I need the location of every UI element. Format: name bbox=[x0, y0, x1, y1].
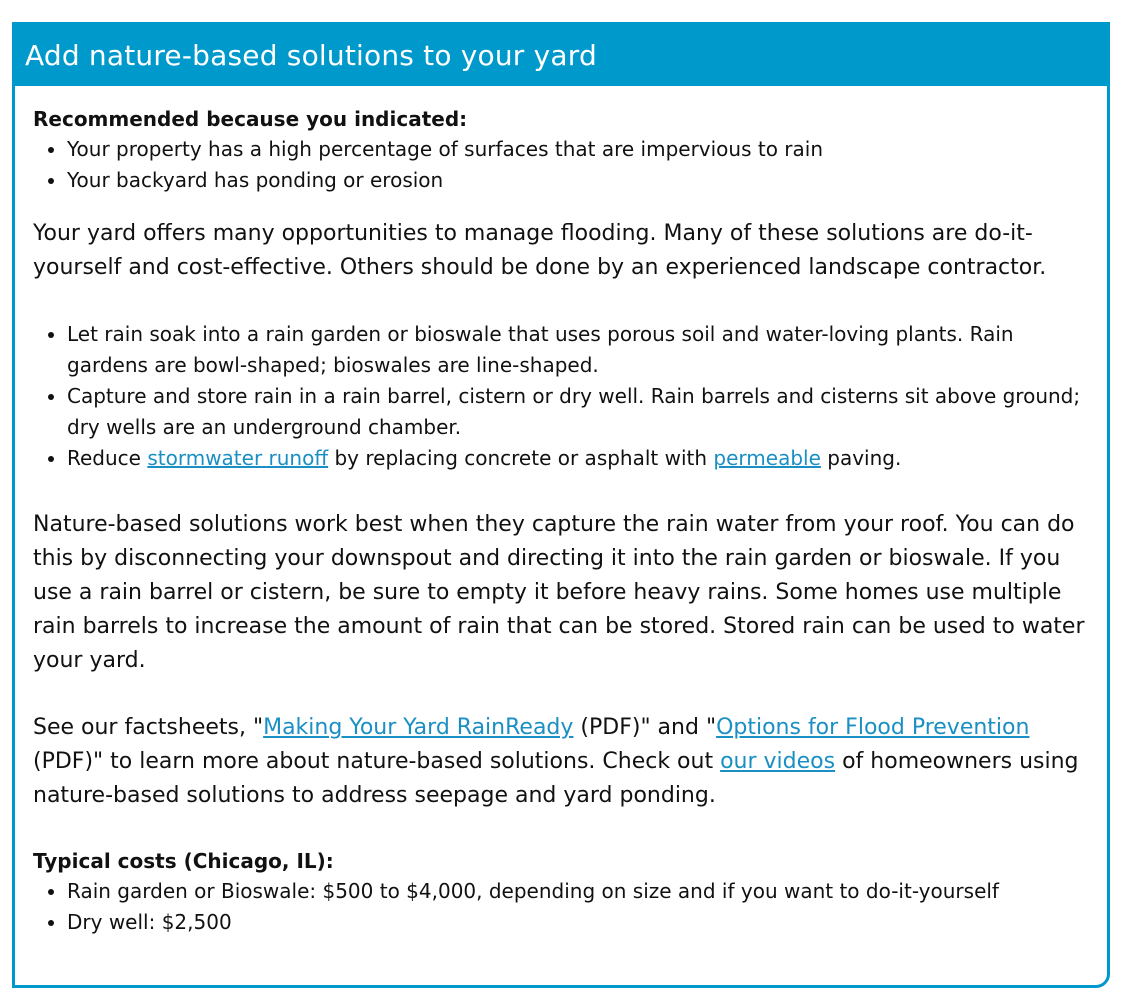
list-item: • Your property has a high percentage of surfaces that are impervious to rain bbox=[67, 134, 1093, 165]
solution-card bbox=[12, 22, 1110, 988]
card-header bbox=[15, 25, 1107, 86]
card-body bbox=[15, 86, 1107, 938]
text-span: paving. bbox=[820, 446, 902, 470]
permeable-link[interactable]: permeable bbox=[713, 446, 821, 470]
list-item: • Your backyard has ponding or erosion bbox=[67, 165, 1093, 196]
solution-item-rain-barrel: • Capture and store rain in a rain barrel, cistern or dry well. Rain barrels and cisterns sit above ground; dry wells are an underground chamber. bbox=[67, 381, 1093, 443]
text-span: Reduce bbox=[67, 446, 148, 470]
recommended-heading: Recommended because you indicated: bbox=[33, 107, 468, 131]
intro-paragraph: Your yard offers many opportunities to manage flooding. Many of these solutions are do-it-yourself and cost-effective. Others should be done by an experienced landscape contractor. bbox=[33, 221, 1047, 280]
roof-water-paragraph: Nature-based solutions work best when they capture the rain water from your roof. You can do this by disconnecting your downspout and directing it into the rain garden or bioswale. If you use a rain barrel or cistern, be sure to empty it before heavy rains. Some homes use multiple rain barrels to increase the amount of rain that can be stored. Stored rain can be used to water your yard. bbox=[33, 512, 1085, 673]
text-span: by replacing concrete or asphalt with bbox=[328, 446, 714, 470]
stormwater-runoff-link[interactable]: stormwater runoff bbox=[147, 446, 329, 470]
solutions-list bbox=[33, 319, 1093, 474]
factsheets-paragraph bbox=[33, 711, 1093, 813]
making-yard-rainready-link[interactable]: Making Your Yard RainReady bbox=[263, 715, 574, 740]
card-title: Add nature-based solutions to your yard bbox=[25, 39, 597, 72]
our-videos-link[interactable]: our videos bbox=[720, 749, 836, 774]
solution-item-paving bbox=[67, 443, 1093, 474]
costs-heading: Typical costs (Chicago, IL): bbox=[33, 849, 334, 873]
recommended-list bbox=[33, 134, 1093, 196]
solution-item-rain-garden: • Let rain soak into a rain garden or bioswale that uses porous soil and water-loving plants. Rain gardens are bowl-shaped; bioswales are line-shaped. bbox=[67, 319, 1093, 381]
text-span: (PDF)" and " bbox=[573, 715, 717, 740]
costs-list bbox=[33, 876, 1093, 938]
list-item: • Rain garden or Bioswale: $500 to $4,000, depending on size and if you want to do-it-yourself bbox=[67, 876, 1093, 907]
list-item: • Dry well: $2,500 bbox=[67, 907, 1093, 938]
text-span: (PDF)" to learn more about nature-based solutions. Check out bbox=[33, 749, 721, 774]
text-span: of homeowners using nature-based solutions to address seepage and yard ponding. bbox=[33, 749, 1079, 808]
text-span: See our factsheets, " bbox=[33, 715, 264, 740]
options-flood-prevention-link[interactable]: Options for Flood Prevention bbox=[716, 715, 1030, 740]
